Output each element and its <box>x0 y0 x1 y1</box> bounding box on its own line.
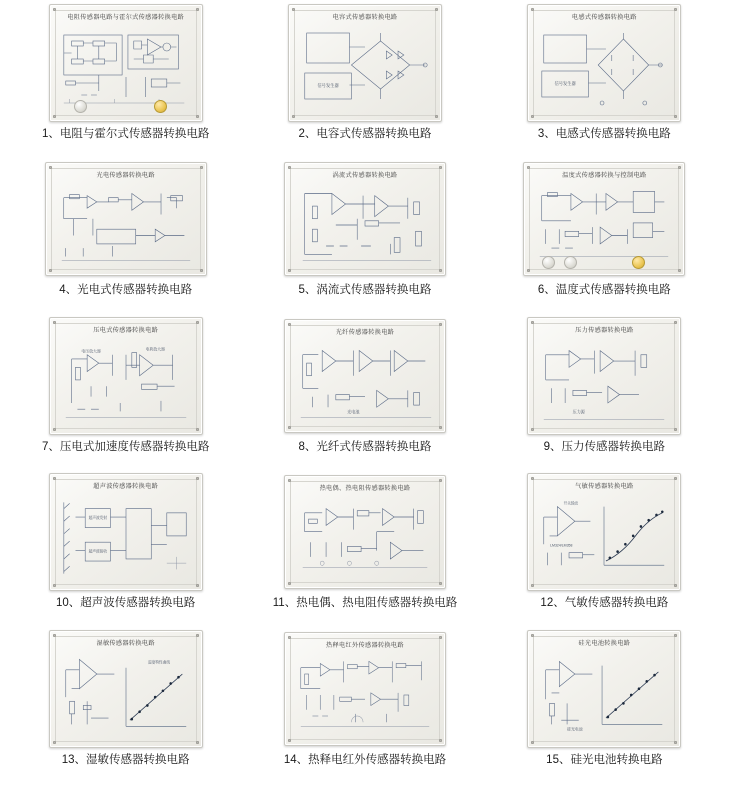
svg-text:光电池: 光电池 <box>347 409 360 415</box>
experiment-panel-3[interactable] <box>527 4 681 122</box>
panel-image-11[interactable] <box>256 473 474 591</box>
experiment-panel-5[interactable] <box>284 162 446 276</box>
schematic-12 <box>536 494 672 582</box>
svg-text:信号发生器: 信号发生器 <box>317 82 339 89</box>
svg-text:电压放大器: 电压放大器 <box>80 348 101 354</box>
panel-image-8[interactable] <box>256 317 474 435</box>
experiment-panel-2[interactable] <box>288 4 442 122</box>
experiment-panel-9[interactable] <box>527 317 681 435</box>
panel-image-14[interactable] <box>256 630 474 748</box>
experiment-panel-11[interactable] <box>284 475 446 589</box>
experiment-panel-14[interactable] <box>284 632 446 746</box>
panel-cell-8 <box>245 317 484 473</box>
panel-cell-14 <box>245 630 484 786</box>
schematic-5 <box>293 183 437 267</box>
panel-cell-10 <box>6 473 245 629</box>
panel-image-15[interactable] <box>495 630 713 748</box>
schematic-15 <box>536 651 672 739</box>
svg-text:信号发生器: 信号发生器 <box>554 80 577 87</box>
panel-cell-13 <box>6 630 245 786</box>
experiment-panel-7[interactable] <box>49 317 203 435</box>
schematic-14 <box>293 653 437 737</box>
caption-13: 13、湿敏传感器转换电路 <box>61 753 190 766</box>
experiment-panel-12[interactable] <box>527 473 681 591</box>
caption-11: 11、热电偶、热电阻传感器转换电路 <box>272 597 458 610</box>
experiment-panel-4[interactable] <box>45 162 207 276</box>
panel-title-6: 温度式传感器转换与控制电路 <box>562 172 647 180</box>
panel-cell-9 <box>485 317 724 473</box>
experiment-panel-13[interactable] <box>49 630 203 748</box>
knob-gray[interactable] <box>74 100 87 113</box>
panel-cell-3 <box>485 4 724 160</box>
svg-text:超声波发射: 超声波发射 <box>88 516 107 521</box>
knob-yellow[interactable] <box>154 100 167 113</box>
panel-cell-5 <box>245 160 484 316</box>
panel-cell-7 <box>6 317 245 473</box>
panel-cell-4 <box>6 160 245 316</box>
caption-15: 15、硅光电池转换电路 <box>546 753 663 766</box>
schematic-11 <box>293 496 437 580</box>
schematic-8 <box>293 340 437 424</box>
experiment-panel-8[interactable] <box>284 319 446 433</box>
experiment-panel-10[interactable] <box>49 473 203 591</box>
caption-4: 4、光电式传感器转换电路 <box>59 284 193 297</box>
experiment-panel-1[interactable] <box>49 4 203 122</box>
caption-8: 8、光纤式传感器转换电路 <box>298 440 432 453</box>
svg-text:LM324/LM358: LM324/LM358 <box>550 543 573 548</box>
schematic-2 <box>297 25 433 113</box>
schematic-13 <box>58 651 194 739</box>
panel-title-3: 电感式传感器转换电路 <box>571 14 637 21</box>
caption-6: 6、温度式传感器转换电路 <box>537 284 671 297</box>
caption-3: 3、电感式传感器转换电路 <box>537 128 671 140</box>
experiment-panel-6[interactable] <box>523 162 685 276</box>
panel-image-4[interactable] <box>17 160 235 278</box>
caption-10: 10、超声波传感器转换电路 <box>56 597 196 610</box>
panel-cell-6 <box>485 160 724 316</box>
panel-image-9[interactable] <box>495 317 713 435</box>
panel-cell-1 <box>6 4 245 160</box>
panel-title-7: 压电式传感器转换电路 <box>93 326 159 334</box>
panel-image-10[interactable] <box>17 473 235 591</box>
caption-14: 14、热释电红外传感器转换电路 <box>283 753 447 766</box>
panel-image-2[interactable] <box>256 4 474 122</box>
schematic-6 <box>532 183 676 267</box>
caption-5: 5、涡流式传感器转换电路 <box>298 284 432 297</box>
panel-image-1[interactable] <box>17 4 235 122</box>
panel-title-15: 硅光电池转换电路 <box>578 639 631 647</box>
caption-7: 7、压电式加速度传感器转换电路 <box>41 440 210 453</box>
panel-cell-12 <box>485 473 724 629</box>
svg-text:湿度特性曲线: 湿度特性曲线 <box>147 660 170 665</box>
panel-cell-15 <box>485 630 724 786</box>
panel-title-13: 湿敏传感器转换电路 <box>96 639 155 647</box>
panel-title-4: 光电传感器转换电路 <box>96 172 155 180</box>
panel-image-3[interactable] <box>495 4 713 122</box>
panel-cell-2 <box>245 4 484 160</box>
panel-cell-11 <box>245 473 484 629</box>
panel-image-7[interactable] <box>17 317 235 435</box>
caption-9: 9、压力传感器转换电路 <box>543 440 666 453</box>
panel-title-9: 压力传感器转换电路 <box>575 326 634 334</box>
svg-text:开关输出: 开关输出 <box>563 501 579 506</box>
svg-text:超声波接收: 超声波接收 <box>88 549 107 554</box>
schematic-9 <box>536 338 672 426</box>
panel-image-5[interactable] <box>256 160 474 278</box>
panel-title-12: 气敏传感器转换电路 <box>575 483 634 491</box>
experiment-panel-15[interactable] <box>527 630 681 748</box>
caption-2: 2、电容式传感器转换电路 <box>298 128 432 140</box>
panel-image-13[interactable] <box>17 630 235 748</box>
schematic-3 <box>536 25 672 113</box>
caption-1: 1、电阻与霍尔式传感器转换电路 <box>41 128 210 140</box>
schematic-7 <box>58 338 194 426</box>
panel-title-8: 光纤传感器转换电路 <box>335 328 395 336</box>
panel-image-12[interactable] <box>495 473 713 591</box>
panel-title-10: 超声波传感器转换电路 <box>93 483 159 491</box>
panel-title-14: 热释电红外传感器转换电路 <box>326 641 404 649</box>
panel-title-2: 电容式传感器转换电路 <box>332 14 398 21</box>
caption-12: 12、气敏传感器转换电路 <box>540 597 669 610</box>
svg-text:硅光电池: 硅光电池 <box>567 726 583 732</box>
schematic-4 <box>54 183 198 267</box>
panel-title-1: 电阻传感器电路与霍尔式传感器转换电路 <box>67 14 185 21</box>
panel-image-6[interactable] <box>495 160 713 278</box>
panel-title-5: 涡流式传感器转换电路 <box>332 172 398 180</box>
panel-title-11: 热电偶、热电阻传感器转换电路 <box>319 485 411 493</box>
svg-text:压力源: 压力源 <box>572 409 586 415</box>
svg-text:电荷放大器: 电荷放大器 <box>145 346 165 352</box>
schematic-10 <box>58 494 194 582</box>
